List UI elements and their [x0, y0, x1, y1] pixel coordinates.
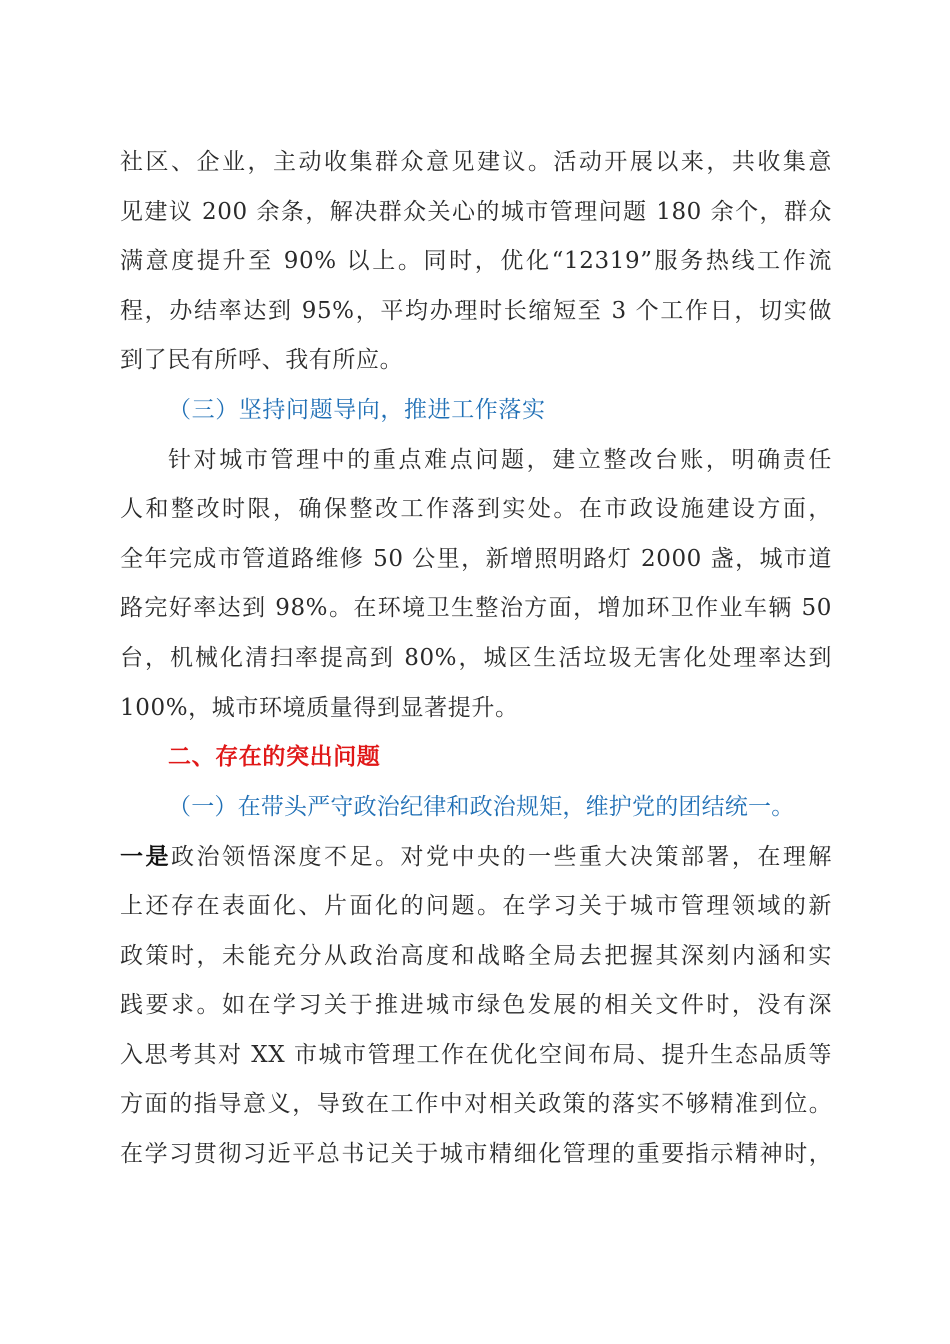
text-line: 政策时，未能充分从政治高度和战略全局去把握其深刻内涵和实 [120, 942, 832, 969]
text-line: 程，办结率达到 95%，平均办理时长缩短至 3 个工作日，切实做 [120, 297, 832, 324]
text-line: 全年完成市管道路维修 50 公里，新增照明路灯 2000 盏，城市道 [120, 545, 832, 572]
text-line-first [120, 832, 832, 882]
paragraph-rectification [120, 436, 832, 734]
text-line: 人和整改时限，确保整改工作落到实处。在市政设施建设方面， [120, 496, 832, 523]
text-line: 到了民有所呼、我有所应。 [120, 347, 404, 374]
text-segment: 政治领悟深度不足。对党中央的一些重大决策部署，在理解 [171, 844, 832, 871]
text-line: 路完好率达到 98%。在环境卫生整治方面，增加环卫作业车辆 50 [120, 595, 832, 622]
paragraph-political-understanding [120, 832, 832, 1179]
text-line: 针对城市管理中的重点难点问题，建立整改台账，明确责任 [168, 446, 832, 473]
text-line: 入思考其对 XX 市城市管理工作在优化空间布局、提升生态品质等 [120, 1041, 832, 1068]
text-line: 在学习贯彻习近平总书记关于城市精细化管理的重要指示精神时， [120, 1140, 832, 1167]
subheading-political-discipline: （一）在带头严守政治纪律和政治规矩，维护党的团结统一。 [168, 793, 795, 820]
text-line: 社区、企业，主动收集群众意见建议。活动开展以来，共收集意 [120, 149, 832, 175]
text-line: 台，机械化清扫率提高到 80%，城区生活垃圾无害化处理率达到 [120, 644, 832, 671]
section-heading-problems: 二、存在的突出问题 [168, 744, 381, 771]
text-line: 满意度提升至 90% 以上。同时，优化“12319”服务热线工作流 [120, 248, 832, 275]
text-line: 100%，城市环境质量得到显著提升。 [120, 694, 519, 721]
text-line: 见建议 200 余条，解决群众关心的城市管理问题 180 余个，群众 [120, 198, 832, 225]
text-line: 上还存在表面化、片面化的问题。在学习关于城市管理领域的新 [120, 892, 832, 919]
subheading-problem-oriented: （三）坚持问题导向，推进工作落实 [168, 396, 546, 423]
document-page [120, 138, 832, 1179]
text-line: 践要求。如在学习关于推进城市绿色发展的相关文件时，没有深 [120, 992, 832, 1019]
paragraph-public-feedback [120, 138, 832, 386]
lead-label: 一是 [120, 843, 171, 871]
text-line: 方面的指导意义，导致在工作中对相关政策的落实不够精准到位。 [120, 1091, 832, 1118]
